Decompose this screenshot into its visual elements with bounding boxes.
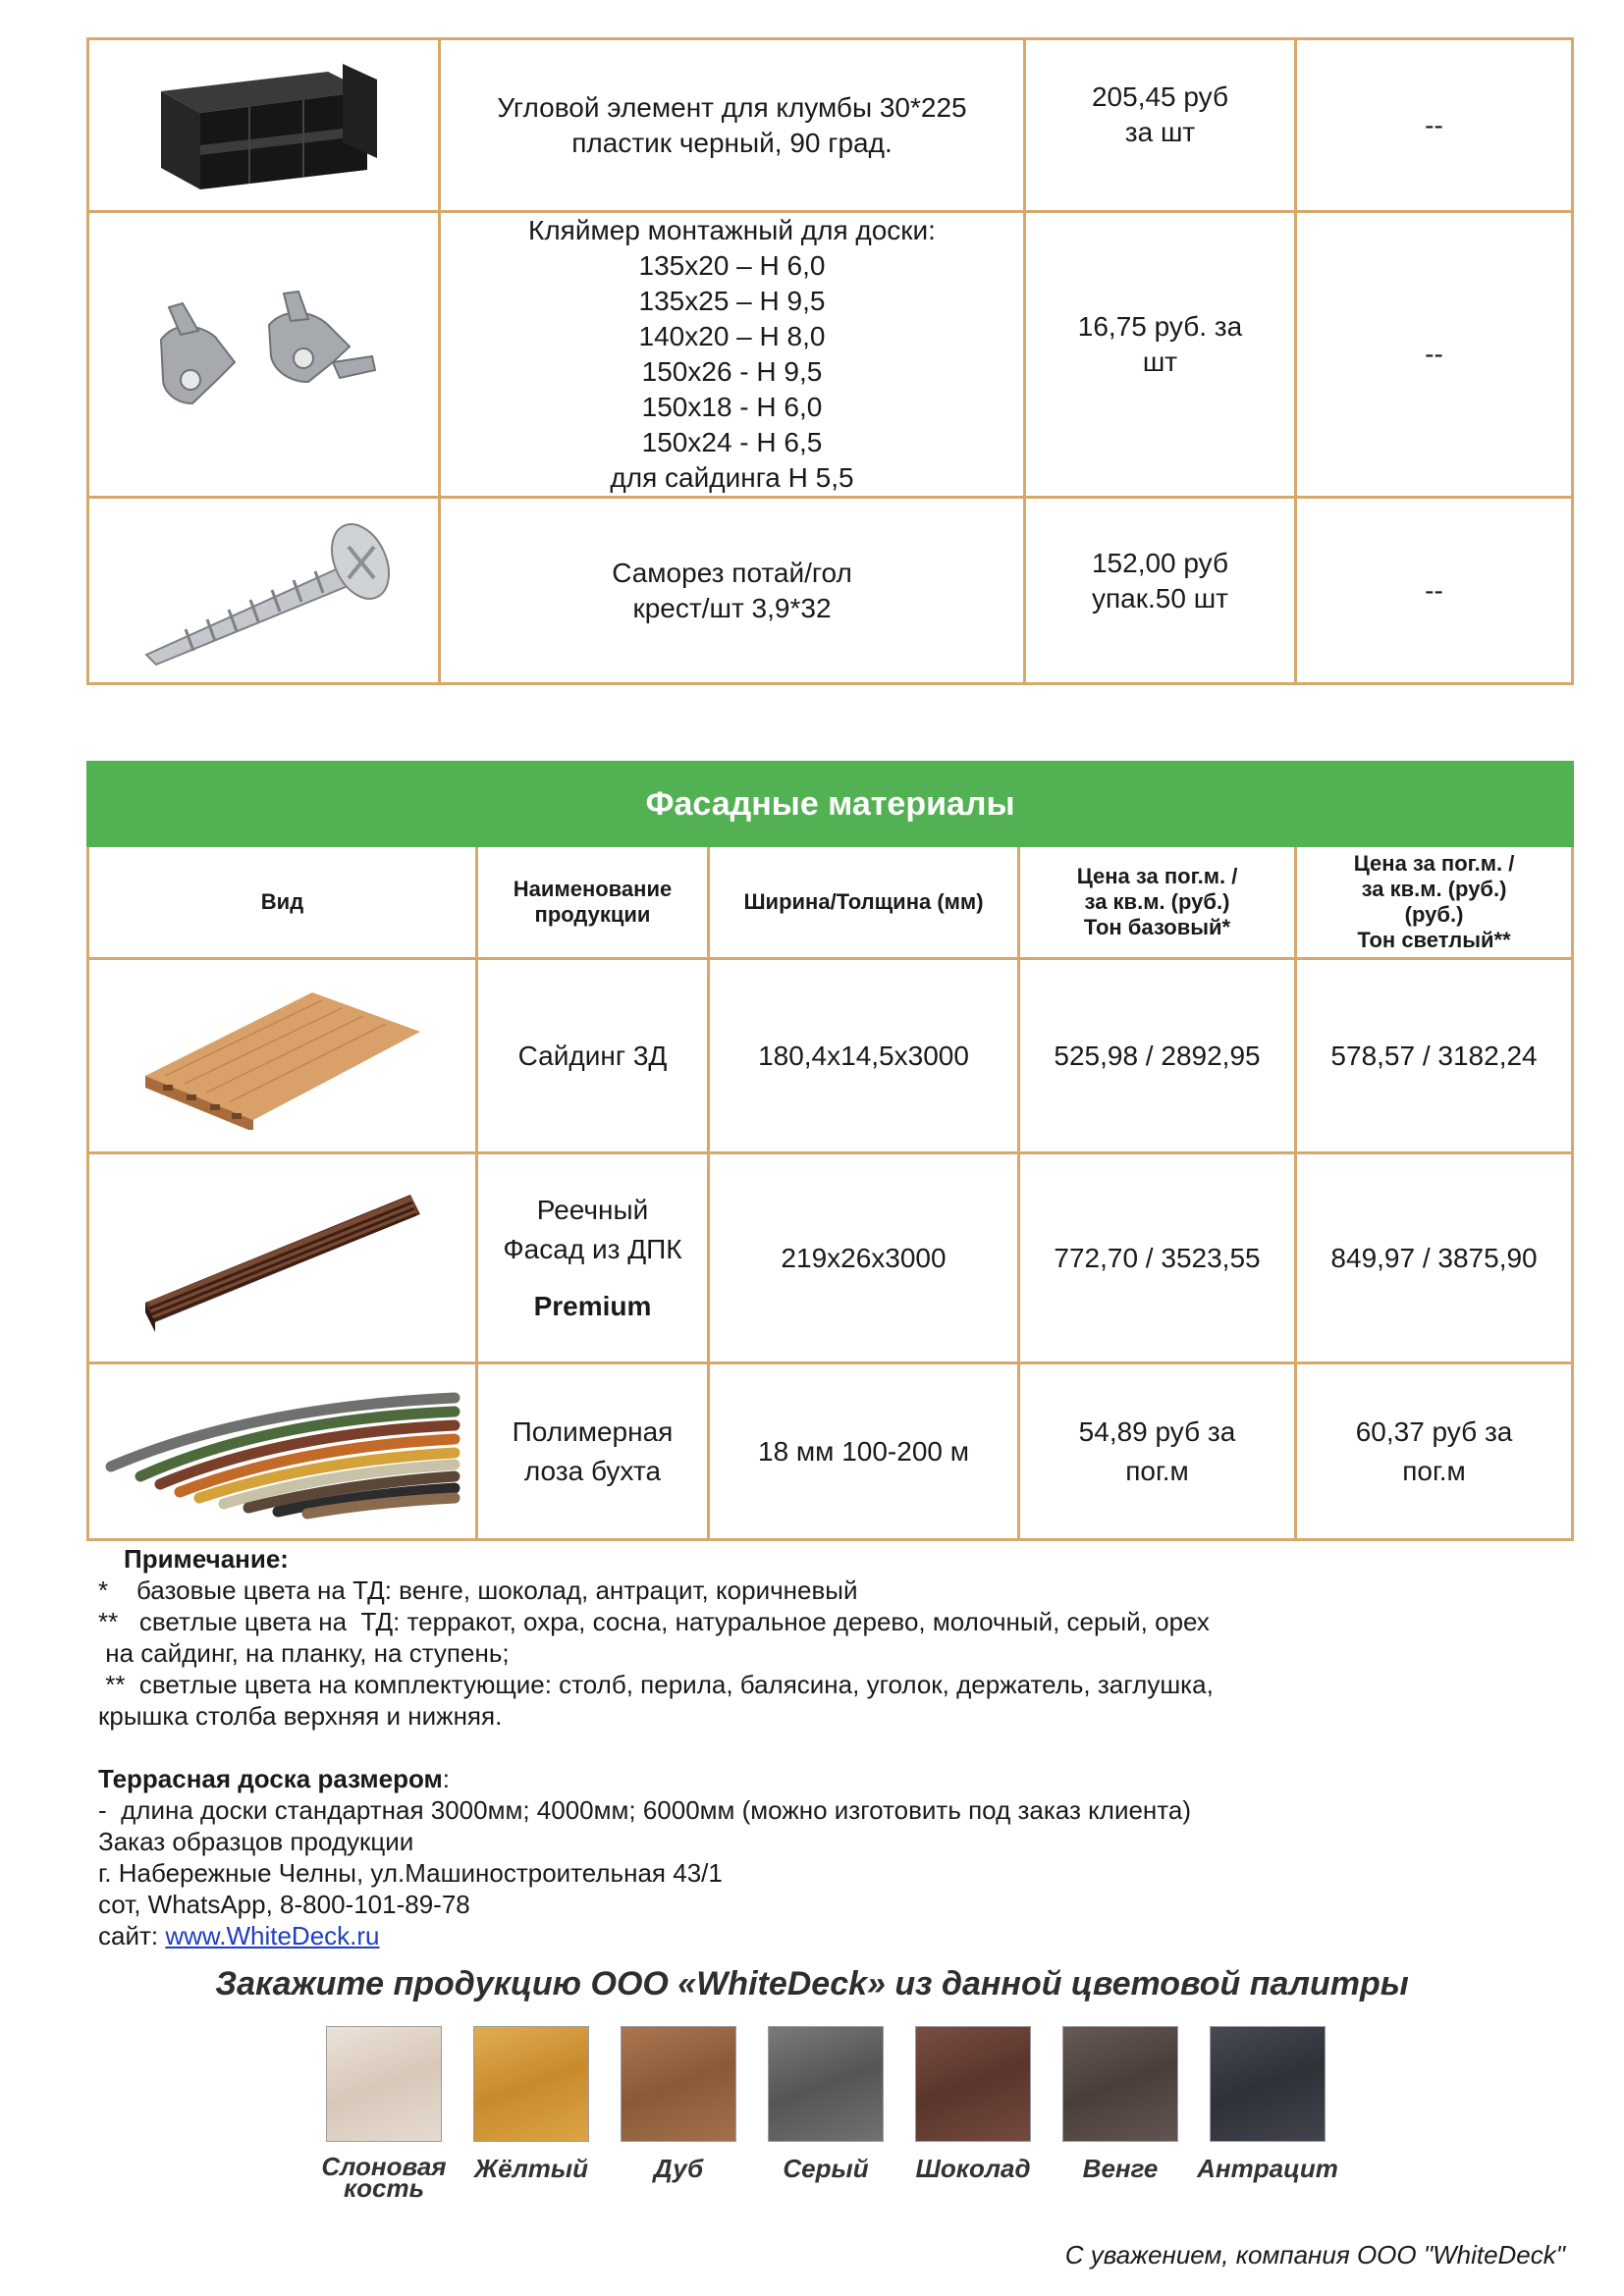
- contact-line: г. Набережные Челны, ул.Машиностроительная 43/1: [98, 1858, 723, 1888]
- table-row: [88, 1363, 1573, 1540]
- palette-title: Закажите продукцию ООО «WhiteDeck» из данной цветовой палитры: [215, 1965, 1409, 2002]
- table-row: [88, 959, 1573, 1153]
- product-price: 16,75 руб. за шт: [1025, 212, 1296, 498]
- premium-label: Premium: [533, 1290, 652, 1321]
- product-name: Саморез потай/гол крест/шт 3,9*32: [440, 498, 1025, 684]
- note-line: ** светлые цвета на ТД: терракот, охра, сосна, натуральное дерево, молочный, серый, орех: [98, 1607, 1210, 1636]
- column-header: Цена за пог.м. / за кв.м. (руб.) Тон базовый*: [1019, 846, 1296, 959]
- color-swatch: [768, 2026, 884, 2181]
- product-size: 18 мм 100-200 м: [709, 1363, 1019, 1540]
- product-image-cell: [88, 39, 440, 212]
- table-row: [88, 212, 1573, 498]
- column-header: Наименование продукции: [477, 846, 709, 959]
- product-image-cell: [88, 498, 440, 684]
- board-size-heading: Террасная доска размером:: [98, 1764, 451, 1793]
- product-price-base: 525,98 / 2892,95: [1019, 959, 1296, 1153]
- product-image-cell: [88, 1153, 477, 1363]
- note-line: на сайдинг, на планку, на ступень;: [98, 1638, 510, 1668]
- product-name: Полимерная лоза бухта: [477, 1363, 709, 1540]
- swatch-tile: [473, 2026, 589, 2142]
- site-link[interactable]: www.WhiteDeck.ru: [165, 1921, 380, 1950]
- product-price: 205,45 руб за шт: [1025, 39, 1296, 212]
- column-header: Цена за пог.м. / за кв.м. (руб.) (руб.) Тон светлый**: [1296, 846, 1573, 959]
- product-name: Реечный Фасад из ДПК Premium: [477, 1153, 709, 1363]
- product-price-base: 54,89 руб за пог.м: [1019, 1363, 1296, 1540]
- product-image-cell: [88, 1363, 477, 1540]
- site-line: сайт: www.WhiteDeck.ru: [98, 1921, 380, 1950]
- swatch-tile: [1062, 2026, 1178, 2142]
- polymer-vine-coil-image: [101, 1378, 464, 1525]
- contact-line: сот, WhatsApp, 8-800-101-89-78: [98, 1890, 470, 1919]
- signature: С уважением, компания ООО "WhiteDeck": [1064, 2240, 1565, 2269]
- swatch-tile: [621, 2026, 736, 2142]
- product-extra: --: [1296, 39, 1573, 212]
- swatch-tile: [326, 2026, 442, 2142]
- product-extra: --: [1296, 212, 1573, 498]
- contact-line: Заказ образцов продукции: [98, 1827, 414, 1856]
- notes-section: [98, 1543, 1473, 1951]
- column-header: Ширина/Толщина (мм): [709, 846, 1019, 959]
- product-name: Сайдинг 3Д: [477, 959, 709, 1153]
- product-price-light: 60,37 руб за пог.м: [1296, 1363, 1573, 1540]
- product-image-cell: [88, 959, 477, 1153]
- swatch-label: Венге: [1082, 2154, 1159, 2183]
- contact-line: - длина доски стандартная 3000мм; 4000мм; 6000мм (можно изготовить под заказ клиента): [98, 1795, 1192, 1825]
- color-swatch: [473, 2026, 589, 2181]
- section-title: Фасадные материалы: [88, 763, 1573, 846]
- facade-banner-row: [88, 763, 1573, 846]
- facade-table: [86, 761, 1574, 1541]
- product-name: Угловой элемент для клумбы 30*225 пластик черный, 90 град.: [440, 39, 1025, 212]
- note-line: * базовые цвета на ТД: венге, шоколад, антрацит, коричневый: [98, 1575, 858, 1605]
- swatch-tile: [915, 2026, 1031, 2142]
- product-price-base: 772,70 / 3523,55: [1019, 1153, 1296, 1363]
- color-swatch: [621, 2026, 736, 2181]
- table-row: [88, 1153, 1573, 1363]
- swatch-label: Дуб: [653, 2154, 704, 2183]
- notes-heading: Примечание:: [124, 1544, 289, 1574]
- swatch-label: Шоколад: [915, 2154, 1031, 2183]
- siding-3d-image: [126, 983, 440, 1130]
- self-tapping-screw-image: [117, 507, 411, 674]
- swatch-tile: [768, 2026, 884, 2142]
- swatch-label: Жёлтый: [474, 2154, 588, 2183]
- swatch-tile: [1210, 2026, 1326, 2142]
- table-row: [88, 498, 1573, 684]
- note-line: ** светлые цвета на комплектующие: столб, перила, балясина, уголок, держатель, заглушка,: [98, 1670, 1214, 1699]
- black-corner-element-image: [141, 52, 387, 199]
- product-extra: --: [1296, 498, 1573, 684]
- table-row: [88, 39, 1573, 212]
- swatch-label: Антрацит: [1197, 2154, 1338, 2183]
- product-price-light: 578,57 / 3182,24: [1296, 959, 1573, 1153]
- color-swatch: [915, 2026, 1031, 2181]
- swatch-label: Серый: [783, 2154, 869, 2183]
- slat-facade-image: [126, 1175, 440, 1342]
- product-price: 152,00 руб упак.50 шт: [1025, 498, 1296, 684]
- product-size: 219х26х3000: [709, 1153, 1019, 1363]
- product-price-light: 849,97 / 3875,90: [1296, 1153, 1573, 1363]
- swatch-label: Слоновая кость: [321, 2152, 447, 2203]
- note-line: крышка столба верхняя и нижняя.: [98, 1701, 503, 1731]
- color-swatch: [1062, 2026, 1178, 2181]
- product-image-cell: [88, 212, 440, 498]
- column-header: Вид: [88, 846, 477, 959]
- product-size: 180,4х14,5х3000: [709, 959, 1019, 1153]
- accessories-table: [86, 37, 1574, 685]
- header-row: [88, 846, 1573, 959]
- color-swatch: [321, 2026, 447, 2203]
- color-swatch: [1197, 2026, 1338, 2183]
- mounting-clip-image: [122, 286, 406, 423]
- color-palette: [321, 2026, 1367, 2203]
- product-name: Кляймер монтажный для доски: 135х20 – Н 6,0 135х25 – Н 9,5 140х20 – Н 8,0 150х26 - Н 9,5 150х18 - Н 6,0 150х24 - Н 6,5 для сайдинга Н 5,5: [440, 212, 1025, 498]
